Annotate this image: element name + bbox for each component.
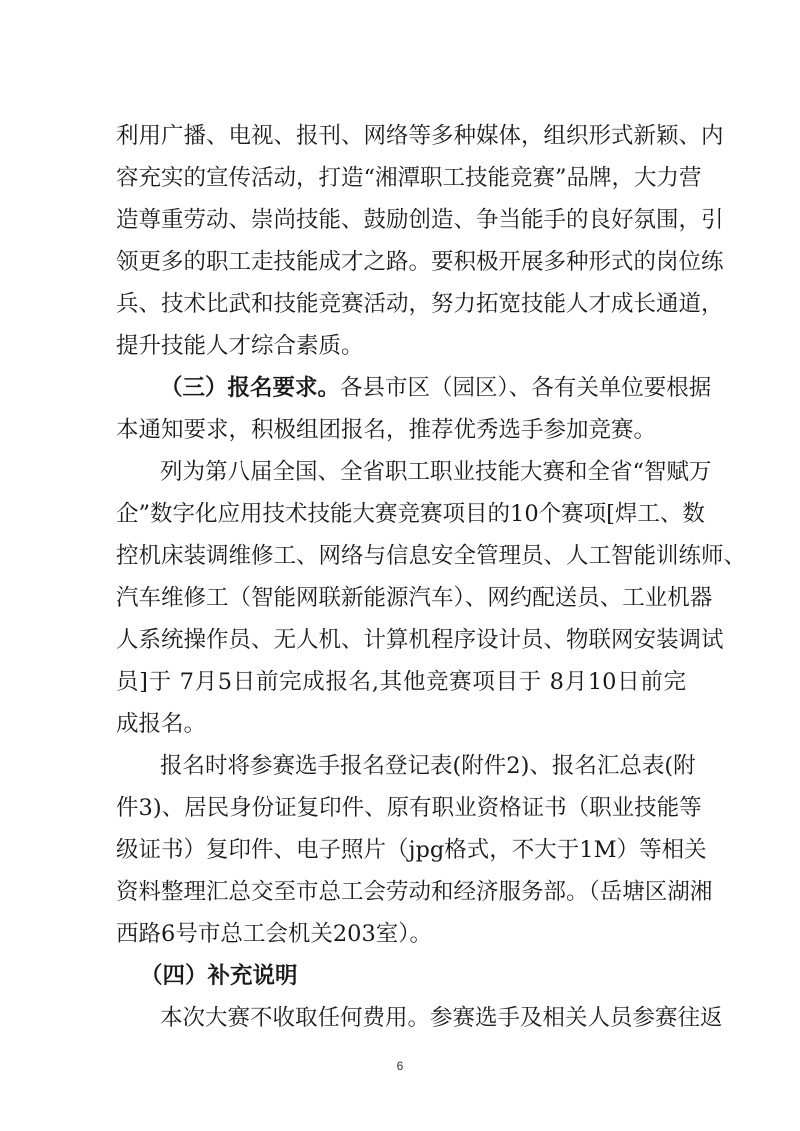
- paragraph-line: 西路6号市总工会机关203室）。: [116, 921, 433, 947]
- paragraph-line: 利用广播、电视、报刊、网络等多种媒体，组织形式新颖、内: [116, 123, 724, 149]
- paragraph-line: 汽车维修工（智能网联新能源汽车）、网约配送员、工业机器: [116, 585, 713, 611]
- paragraph-line: 资料整理汇总交至市总工会劳动和经济服务部。（岳塘区湖湘: [116, 879, 713, 905]
- paragraph-line: 本通知要求，积极组团报名，推荐优秀选手参加竞赛。: [116, 417, 657, 443]
- paragraph-line: 企”数字化应用技术技能大赛竞赛项目的10个赛项[焊工、数: [116, 501, 705, 527]
- paragraph-line: 造尊重劳动、崇尚技能、鼓励创造、争当能手的良好氛围，引: [116, 207, 724, 233]
- paragraph-line: 容充实的宣传活动，打造“湘潭职工技能竞赛”品牌，大力营: [116, 165, 702, 191]
- paragraph-line: 领更多的职工走技能成才之路。要积极开展多种形式的岗位练: [116, 249, 724, 275]
- paragraph-line: 成报名。: [116, 711, 207, 737]
- page-number: 6: [396, 1059, 404, 1073]
- section-3-text: 各县市区（园区）、各有关单位要根据: [340, 375, 712, 401]
- paragraph-line: 控机床装调维修工、网络与信息安全管理员、人工智能训练师、: [116, 543, 747, 569]
- paragraph-line: 人系统操作员、无人机、计算机程序设计员、物联网安装调试: [116, 627, 724, 653]
- section-4-heading: （四）补充说明: [140, 963, 298, 989]
- paragraph-line: 件3)、居民身份证复印件、原有职业资格证书（职业技能等: [116, 795, 702, 821]
- paragraph-line: 本次大赛不收取任何费用。参赛选手及相关人员参赛往返: [160, 1005, 723, 1031]
- paragraph-line: 级证书）复印件、电子照片（jpg格式，不大于1M）等相关: [116, 837, 707, 863]
- paragraph-line: 列为第八届全国、全省职工职业技能大赛和全省“智赋万: [160, 459, 712, 485]
- paragraph-line: 兵、技术比武和技能竞赛活动，努力拓宽技能人才成长通道，: [116, 291, 724, 317]
- paragraph-line: 员]于 7月5日前完成报名,其他竞赛项目于 8月10日前完: [116, 669, 686, 695]
- paragraph-line: 提升技能人才综合素质。: [116, 333, 364, 359]
- section-3-heading: （三）报名要求。: [160, 375, 341, 401]
- section-3-line: [160, 367, 712, 409]
- paragraph-line: 报名时将参赛选手报名登记表(附件2)、报名汇总表(附: [160, 753, 696, 779]
